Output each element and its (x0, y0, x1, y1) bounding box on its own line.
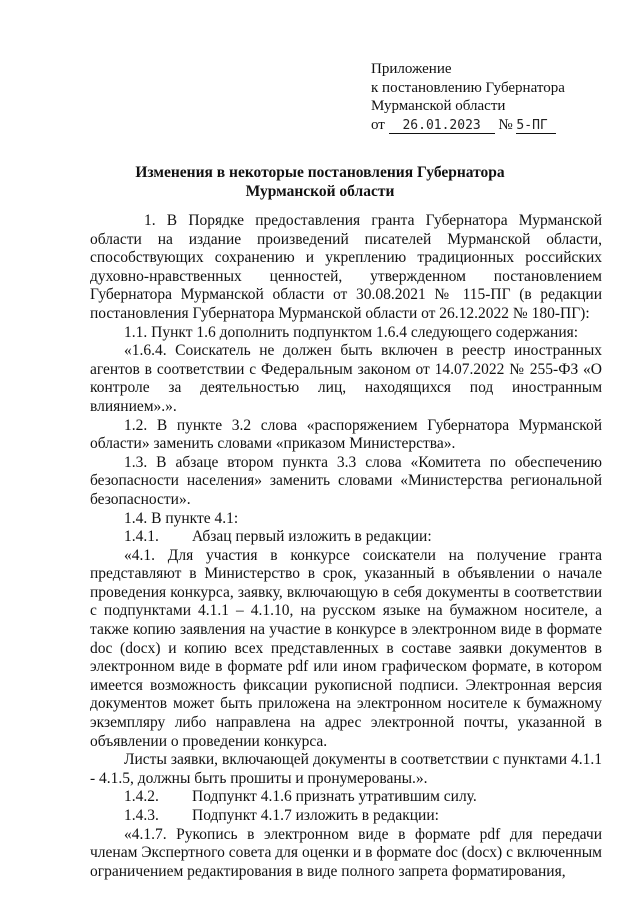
paragraph-4-1-7: «4.1.7. Рукопись в электронном виде в формате pdf для передачи членам Экспертного совета для оценки и в формате doc (docx) с включенным ограничением редактирования в виде полного запрета форматирования, (90, 825, 602, 880)
subitem-1-4-2 (90, 788, 602, 807)
appendix-block (371, 60, 621, 134)
paragraph-4-1: «4.1. Для участия в конкурсе соискатели на получение гранта представляют в Министерство в срок, указанный в объявлении о начале проведения конкурса, заявку, включающую в себя документы в соответствии с подпунктами 4.1.1 – 4.1.10, на русском языке на бумажном носителе, а также копию заявления на участие в конкурсе в электронном виде в формате doc (docx) и копию всех представленных в составе заявки документов в электронном виде в формате pdf или ином графическом формате, в котором имеется возможность фиксации рукописной подписи. Электронная версия документов может быть приложена на электронном носителе к бумажному экземпляру либо направлена на адрес электронной почты, указанной в объявлении о проведении конкурса. (90, 546, 602, 750)
title-line-1: Изменения в некоторые постановления Губернатора (135, 164, 505, 181)
paragraph-sheets: Листы заявки, включающей документы в соответствии с пунктами 4.1.1 - 4.1.5, должны быть прошиты и пронумерованы.». (90, 751, 602, 787)
appendix-from-label: от (371, 116, 385, 133)
paragraph-1-6-4: «1.6.4. Соискатель не должен быть включен в реестр иностранных агентов в соответствии с Федеральным законом от 14.07.2022 № 255-ФЗ «О контроле за деятельностью лиц, находящихся под иностранным влиянием».». (90, 342, 602, 415)
appendix-number-label: № (498, 116, 513, 133)
document-body (90, 212, 602, 881)
paragraph-1-1: 1.1. Пункт 1.6 дополнить подпунктом 1.6.4 следующего содержания: (124, 323, 579, 341)
appendix-line-3: Мурманской области (371, 98, 506, 114)
subitem-text: Подпункт 4.1.6 признать утратившим силу. (192, 788, 477, 806)
document-title (40, 163, 600, 201)
subitem-text: Абзац первый изложить в редакции: (192, 528, 432, 546)
paragraph-1-2: 1.2. В пункте 3.2 слова «распоряжением Губернатора Мурманской области» заменить словами «приказом Министерства». (90, 416, 602, 453)
title-line-2: Мурманской области (245, 183, 395, 200)
appendix-date-row (371, 116, 621, 135)
paragraph-1-3: 1.3. В абзаце втором пункта 3.3 слова «Комитета по обеспечению безопасности населения» заменить словами «Министерства региональной безопасности». (90, 453, 602, 508)
appendix-date: 26.01.2023 (389, 118, 495, 134)
appendix-number: 5-ПГ (516, 118, 556, 134)
appendix-line-1: Приложение (371, 61, 452, 77)
paragraph-1-4: 1.4. В пункте 4.1: (124, 509, 239, 527)
subitem-1-4-3 (90, 807, 602, 826)
subitem-number: 1.4.2. (124, 788, 159, 806)
subitem-number: 1.4.3. (124, 807, 159, 824)
paragraph-1: 1. В Порядке предоставления гранта Губернатора Мурманской области на издание произведений писателей Мурманской области, способствующих сохранению и укреплению традиционных российских духовно-нравственных ценностей, утвержденном постановлением Губернатора Мурманской области от 30.08.2021 № 115-ПГ (в редакции постановления Губернатора Мурманской области от 26.12.2022 № 180-ПГ): (90, 212, 602, 322)
subitem-1-4-1 (90, 528, 602, 547)
subitem-text: Подпункт 4.1.7 изложить в редакции: (192, 807, 439, 824)
appendix-line-2: к постановлению Губернатора (371, 79, 565, 96)
subitem-number: 1.4.1. (124, 528, 159, 546)
